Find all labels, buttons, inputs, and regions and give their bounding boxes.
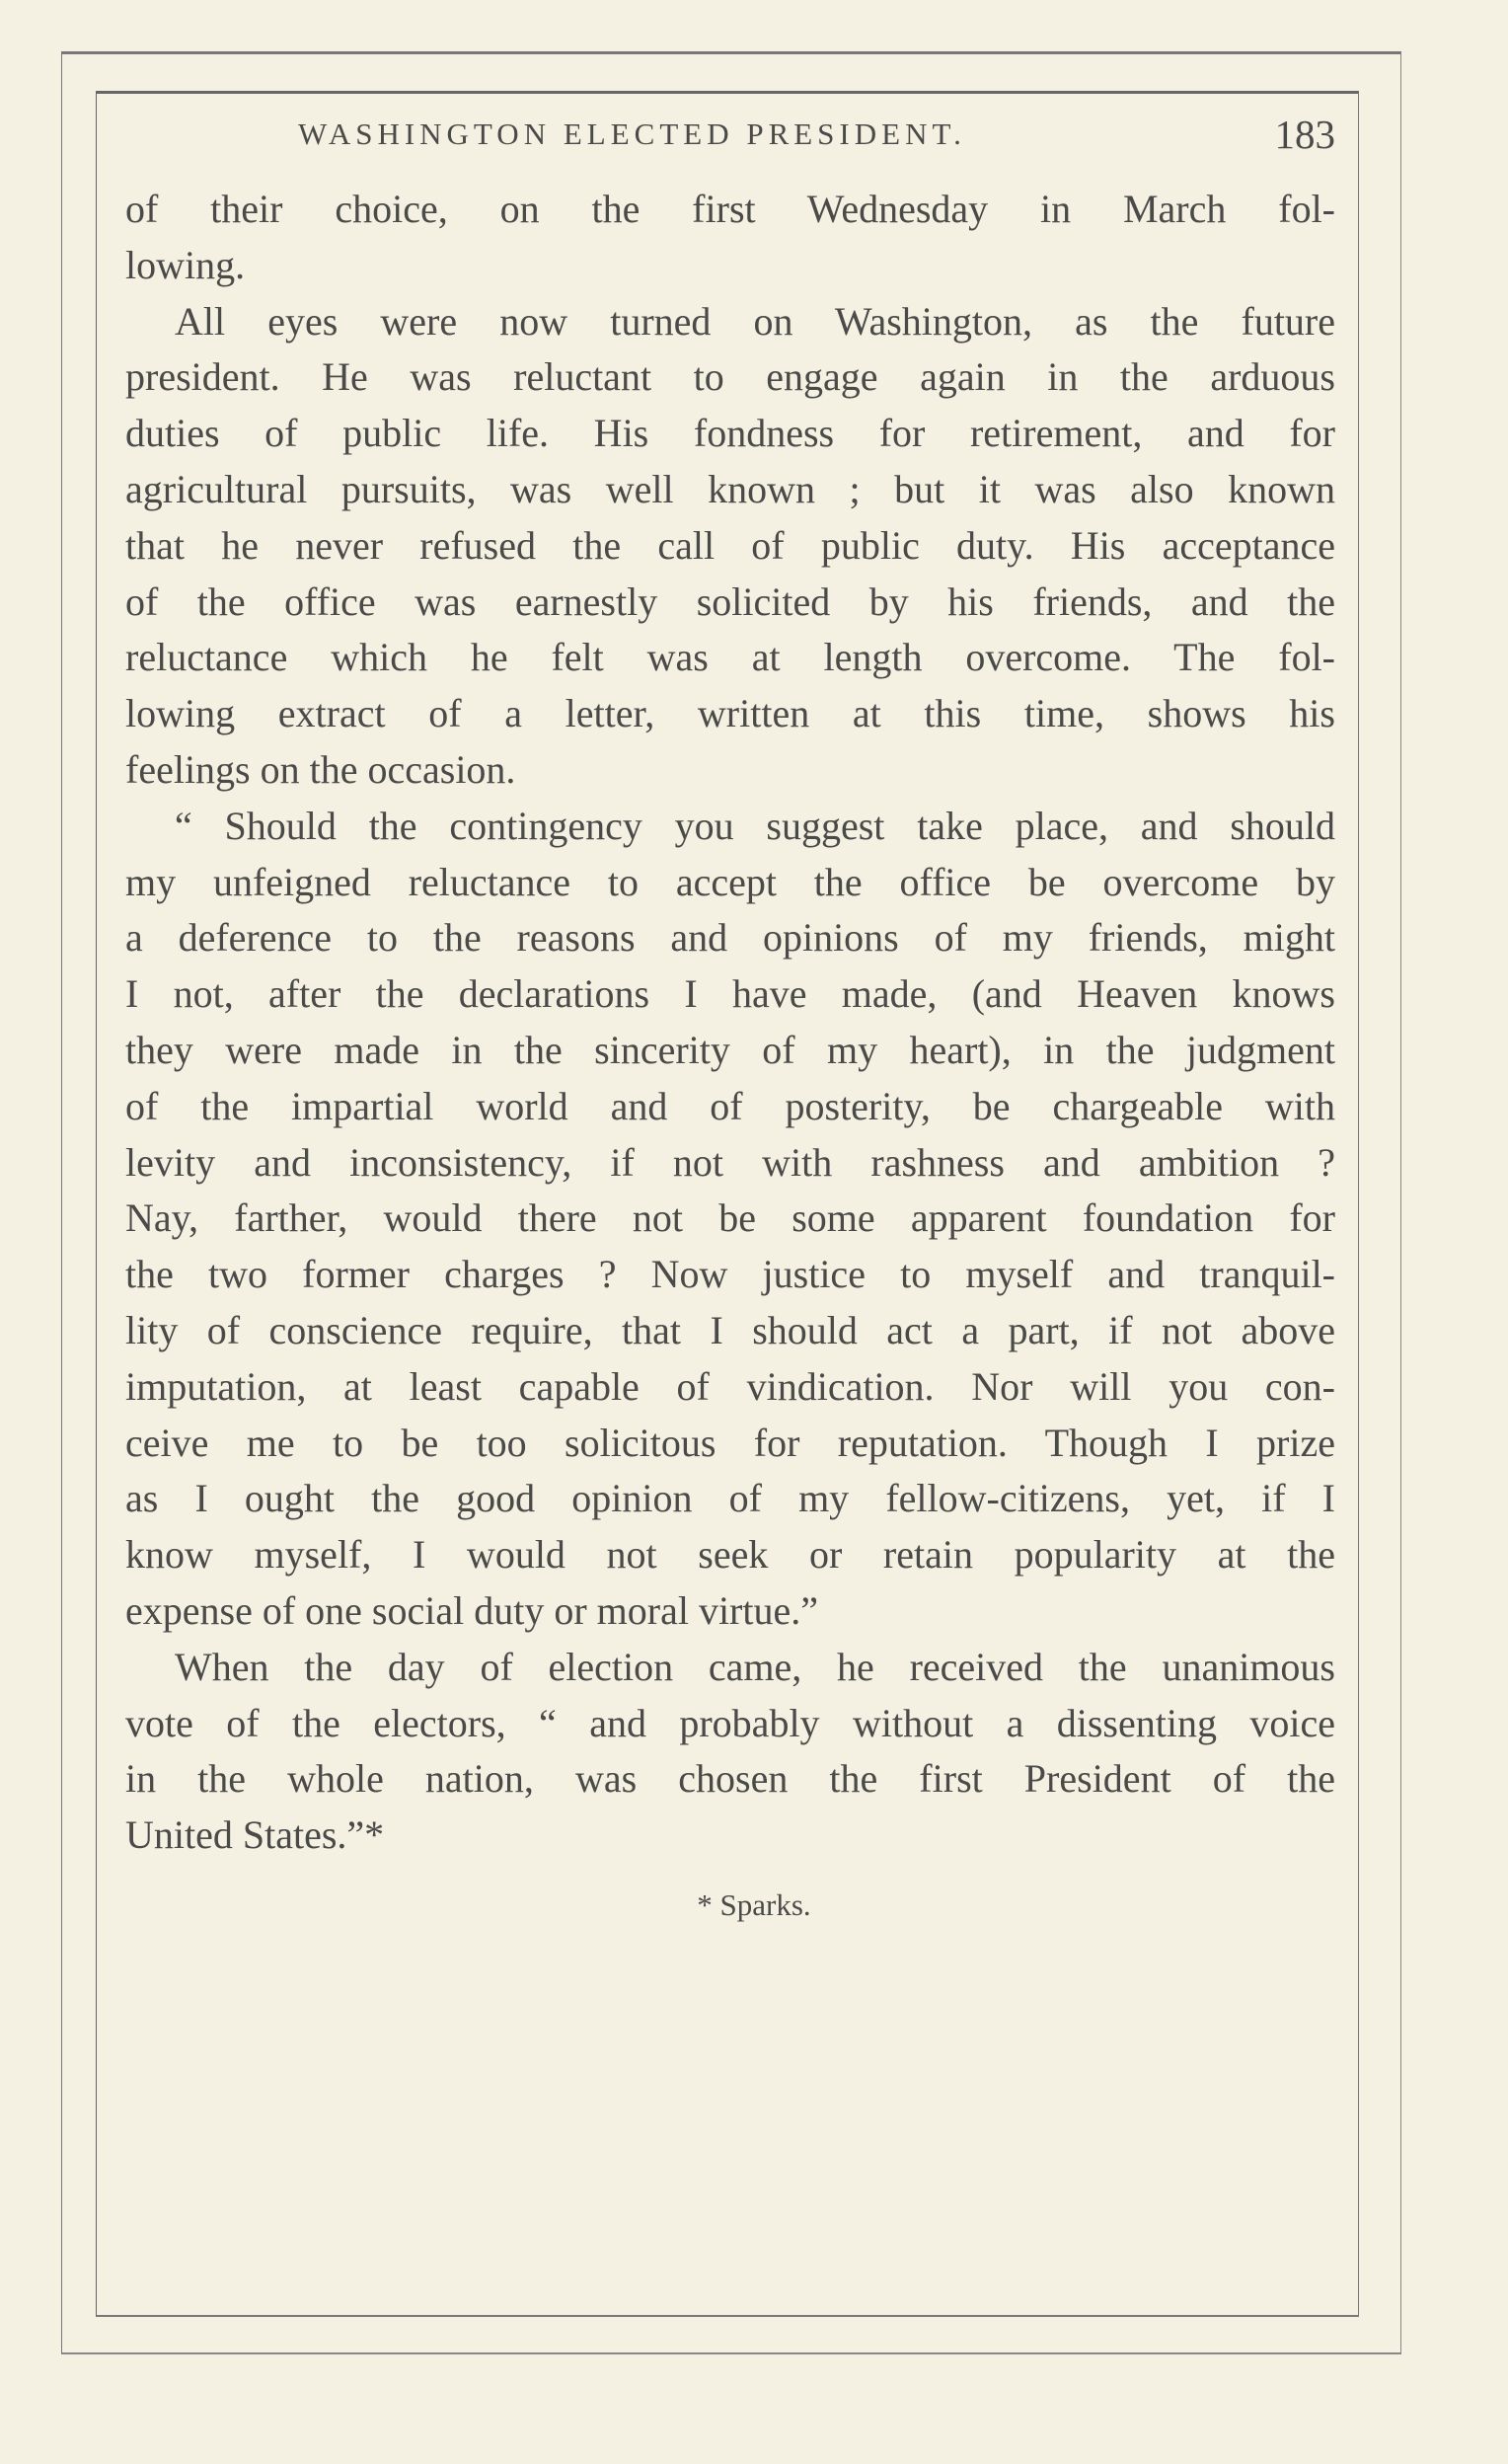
text-line: ceive me to be too solicitous for reputation. Though I prize [125,1420,1335,1465]
body-text [125,182,1335,1864]
text-line: lity of conscience require, that I should act a part, if not above [125,1307,1335,1352]
text-line: of the impartial world and of posterity, be chargeable with [125,1083,1335,1128]
text-line: they were made in the sincerity of my heart), in the judgment [125,1027,1335,1072]
paragraph [125,1640,1335,1864]
page-number: 183 [1274,112,1335,157]
running-title: WASHINGTON ELECTED PRESIDENT. [298,116,966,151]
text-line: lowing extract of a letter, written at this time, shows his [125,691,1335,736]
text-line: imputation, at least capable of vindication. Nor will you con- [125,1363,1335,1409]
text-line: of their choice, on the first Wednesday in March fol- [125,187,1335,231]
text-line: vote of the electors, “ and probably without a dissenting voice [125,1700,1335,1745]
text-line: that he never refused the call of public duty. His acceptance [125,522,1335,568]
text-line: levity and inconsistency, if not with rashness and ambition ? [125,1139,1335,1185]
text-line: a deference to the reasons and opinions of my friends, might [125,915,1335,961]
text-line: feelings on the occasion. [125,746,516,792]
text-line: expense of one social duty or moral virtue.” [125,1587,818,1633]
text-line: “ Should the contingency you suggest take place, and should [175,803,1335,848]
text-line: agricultural pursuits, was well known ; but it was also known [125,466,1335,511]
text-line: president. He was reluctant to engage again in the arduous [125,354,1335,400]
text-line: the two former charges ? Now justice to myself and tranquil- [125,1252,1335,1297]
paragraph [125,799,1335,1640]
text-line: All eyes were now turned on Washington, as the future [175,298,1335,344]
paragraph [125,294,1335,799]
text-line: in the whole nation, was chosen the first President of the [125,1756,1335,1802]
text-line: know myself, I would not seek or retain popularity at the [125,1532,1335,1578]
text-line: Nay, farther, would there not be some apparent foundation for [125,1195,1335,1241]
footnote: * Sparks. [697,1887,811,1922]
text-line: When the day of election came, he received the unanimous [175,1644,1335,1689]
text-line: of the office was earnestly solicited by his friends, and the [125,578,1335,624]
text-line: reluctance which he felt was at length overcome. The fol- [125,635,1335,680]
text-line: United States.”* [125,1812,385,1858]
text-line: I not, after the declarations I have made, (and Heaven knows [125,971,1335,1017]
paragraph [125,182,1335,294]
text-line: lowing. [125,242,246,287]
text-line: as I ought the good opinion of my fellow-citizens, yet, if I [125,1476,1335,1521]
page-header [125,111,1335,166]
text-line: duties of public life. His fondness for retirement, and for [125,411,1335,456]
text-line: my unfeigned reluctance to accept the office be overcome by [125,859,1335,904]
